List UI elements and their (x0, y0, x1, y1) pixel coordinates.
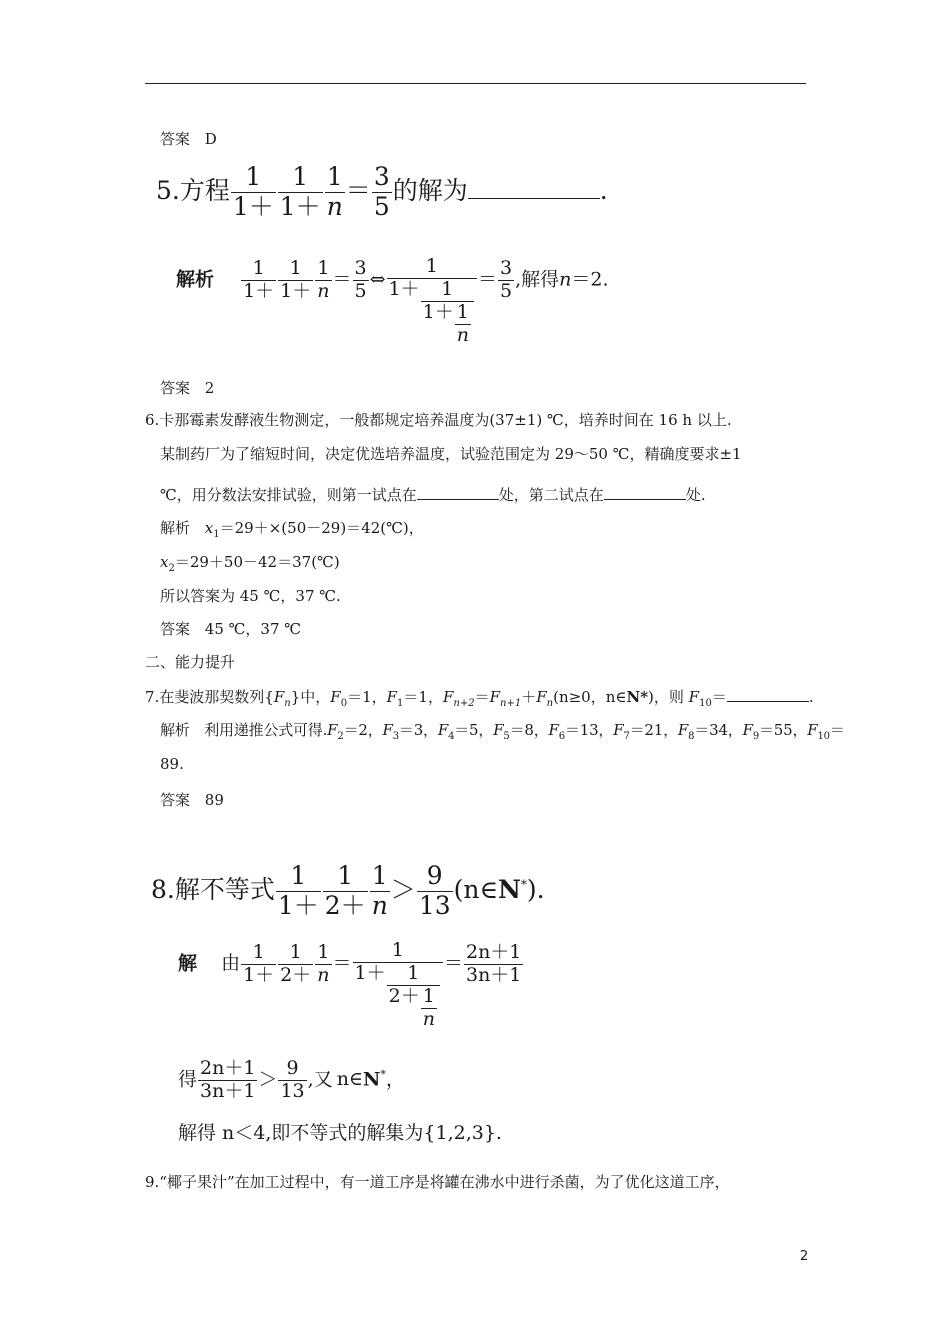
fraction: $\frac{1}{n}$ (371, 861, 388, 920)
fraction: $\frac{9}{13}$ (418, 861, 451, 920)
question-number: 8. (151, 874, 175, 904)
q5-answer (160, 377, 214, 398)
q7-question: 7.在斐波那契数列$\{F_n\}$中，$F_0=1$，$F_1=1$，$F_{n+2}=F_{n+1}+F_n(n\ge 0$，n∈N*)，则 $F_{10}=$ . (145, 688, 814, 709)
fraction: $\frac{3}{5}$ (499, 257, 513, 302)
q5-question (156, 163, 608, 222)
fraction: $\frac{1}{1+}$ (280, 257, 312, 302)
q6-analysis-line1: 解析 $x_1=29+\times(50-29)=42(℃)$， (160, 519, 424, 540)
answer-value: 45 ℃，37 ℃ (204, 620, 302, 638)
q6-line3: ℃，用分数法安排试验，则第一试点在 处，第二试点在 处. (160, 486, 706, 504)
q8-step: 得 $\frac{2n+1}{3n+1}$ ＞ $\frac{9}{13}$ ,又 n∈N*， (178, 1057, 405, 1102)
q8-solution: 解 由 $\frac{1}{1+}$ $\frac{1}{2+}$ $\frac{1}{n}$ ＝ 1 1＋ 1 2＋ $\frac{1}{n}$ ＝ $\frac{2n+1}{3n+1}$ (178, 939, 522, 1030)
fraction: $\frac{1}{n}$ (317, 941, 330, 986)
nested-fraction: 1 1＋ 1 1＋ $\frac{1}{n}$ (387, 256, 477, 346)
q5-analysis: 解析 $\frac{1}{1+}$ $\frac{1}{1+}$ $\frac{1}{n}$ ＝ $\frac{3}{5}$ ⇔ 1 1＋ 1 1＋ $\frac{1}{n}$ ＝ $\frac{3}{5}$ ,解得n＝2. (176, 255, 609, 346)
question-suffix: 的解为 (392, 175, 468, 205)
answer-blank (468, 198, 600, 199)
answer-value: D (204, 130, 217, 148)
answer-blank (727, 701, 809, 702)
q6-conclusion: 所以答案为 45 ℃，37 ℃. (160, 587, 341, 605)
section-title: 二、能力提升 (145, 653, 236, 671)
question-number: 5. (156, 175, 180, 205)
q8-question: 8.解不等式 $\frac{1}{1+}$ $\frac{1}{2+}$ $\frac{1}{n}$ ＞ $\frac{9}{13}$ (n∈N*). (151, 861, 545, 920)
fraction: $\frac{1}{n}$ (326, 162, 343, 221)
fraction: $\frac{1}{2+}$ (280, 941, 312, 986)
fraction: $\frac{1}{1+}$ (279, 162, 321, 221)
fraction: $\frac{3}{5}$ (354, 257, 367, 302)
answer-label: 答案 (160, 130, 191, 148)
page-number: 2 (800, 1249, 809, 1264)
fraction: $\frac{1}{1+}$ (243, 257, 275, 302)
solution-label: 解 (178, 952, 198, 975)
fraction: $\frac{1}{1+}$ (232, 162, 274, 221)
question-end: . (599, 175, 608, 205)
fraction: $\frac{1}{1+}$ (277, 861, 319, 920)
equals: ＝ (345, 175, 371, 205)
answer-label: 答案 (160, 620, 191, 638)
q6-line2: 某制药厂为了缩短时间，决定优选培养温度，试验范围定为 29～50 ℃，精确度要求±1 (160, 445, 742, 463)
answer-label: 答案 (160, 379, 191, 397)
fraction: $\frac{1}{1+}$ (243, 941, 275, 986)
answer-value: 89 (204, 791, 224, 809)
answer-label: 答案 (160, 791, 191, 809)
q6-analysis-line2: $x_2=29+50-42=37(℃)$ (160, 553, 340, 574)
question-prefix: 解不等式 (174, 874, 275, 904)
q8-final: 解得 n＜4,即不等式的解集为{1,2,3}. (178, 1122, 502, 1144)
question-prefix: 方程 (179, 175, 230, 205)
q4-answer (160, 128, 217, 149)
q7-analysis-tail: 89. (160, 755, 184, 773)
analysis-label: 解析 (160, 519, 191, 537)
analysis-label: 解析 (160, 721, 190, 739)
fraction: $\frac{1}{2+}$ (324, 861, 366, 920)
fraction: $\frac{2n+1}{3n+1}$ (200, 1057, 256, 1102)
answer-blank (604, 499, 686, 500)
answer-blank (417, 499, 499, 500)
header-rule (145, 83, 806, 84)
analysis-label: 解析 (176, 268, 215, 291)
nested-fraction: 1 1＋ 1 2＋ $\frac{1}{n}$ (353, 940, 443, 1030)
equivalence-symbol: ⇔ (369, 268, 386, 291)
fraction: $\frac{2n+1}{3n+1}$ (465, 941, 522, 986)
fraction: $\frac{1}{n}$ (317, 257, 330, 302)
fraction: $\frac{9}{13}$ (280, 1057, 305, 1102)
q6-line1: 6.卡那霉素发酵液生物测定，一般都规定培养温度为(37±1) ℃，培养时间在 16 h 以上. (145, 411, 732, 429)
answer-value: 2 (204, 379, 215, 397)
fraction: $\frac{3}{5}$ (373, 162, 390, 221)
q7-answer (160, 789, 224, 810)
q7-analysis: 解析 利用递推公式可得$.F_2=2$，$F_3=3$，$F_4=5$，$F_5=8$，$F_6=13$，$F_7=21$，$F_8=34$，$F_9=55$，$F_{10}=$ (160, 721, 845, 742)
q9-question: 9.“椰子果汁”在加工过程中，有一道工序是将罐在沸水中进行杀菌，为了优化这道工序， (145, 1173, 730, 1191)
q6-answer (160, 618, 301, 639)
